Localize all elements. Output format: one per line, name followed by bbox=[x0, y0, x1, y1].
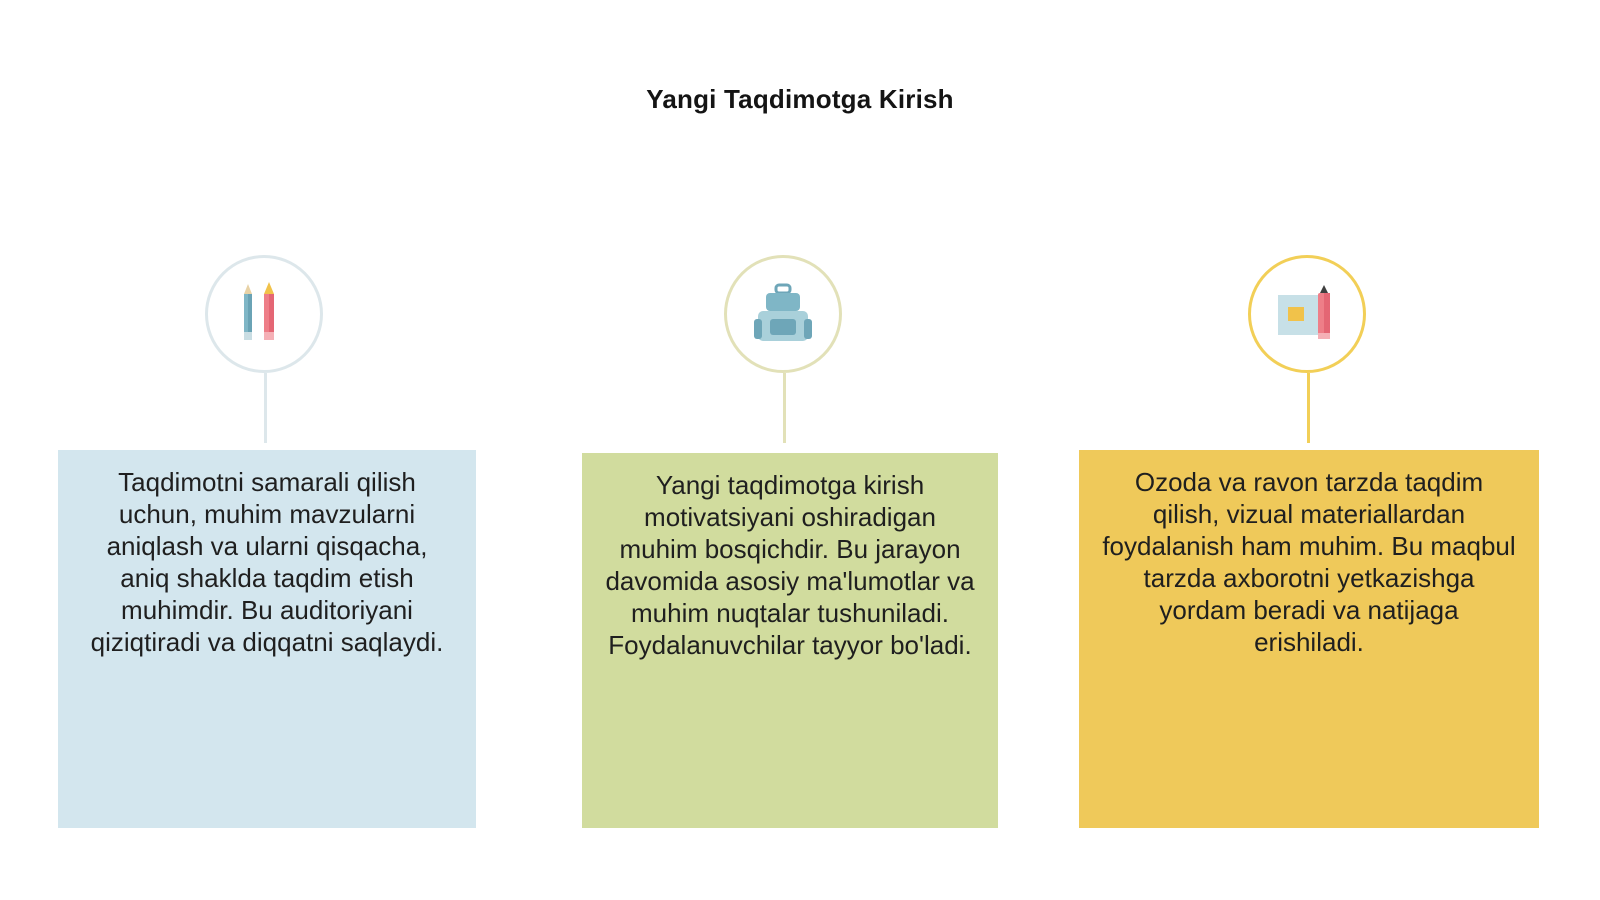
pencils-icon bbox=[234, 280, 294, 348]
slide-title: Yangi Taqdimotga Kirish bbox=[646, 84, 954, 114]
info-card-3 bbox=[1079, 450, 1539, 828]
info-card-2 bbox=[582, 453, 998, 828]
card-text-1: Taqdimotni samarali qilish uchun, muhim mavzularni aniqlash va ularni qisqacha, aniq shaklda taqdim etish muhimdir. Bu auditoriyani qiziqtiradi va diqqatni saqlaydi. bbox=[90, 467, 444, 657]
info-card-1 bbox=[58, 450, 476, 828]
connector-1 bbox=[264, 373, 267, 443]
connector-2 bbox=[783, 373, 786, 443]
card-text-2: Yangi taqdimotga kirish motivatsiyani oshiradigan muhim bosqichdir. Bu jarayon davomida asosiy ma'lumotlar va muhim nuqtalar tushuniladi. Foydalanuvchilar tayyor bo'ladi. bbox=[605, 470, 975, 660]
picture-and-pencil-icon bbox=[1274, 283, 1340, 345]
card-text-3: Ozoda va ravon tarzda taqdim qilish, vizual materiallardan foydalanish ham muhim. Bu maqbul tarzda axborotni yetkazishga yordam beradi va natijaga erishiladi. bbox=[1102, 467, 1516, 657]
icon-circle-3 bbox=[1248, 255, 1366, 373]
icon-circle-2 bbox=[724, 255, 842, 373]
icon-circle-1 bbox=[205, 255, 323, 373]
connector-3 bbox=[1307, 373, 1310, 443]
backpack-icon bbox=[752, 283, 814, 345]
